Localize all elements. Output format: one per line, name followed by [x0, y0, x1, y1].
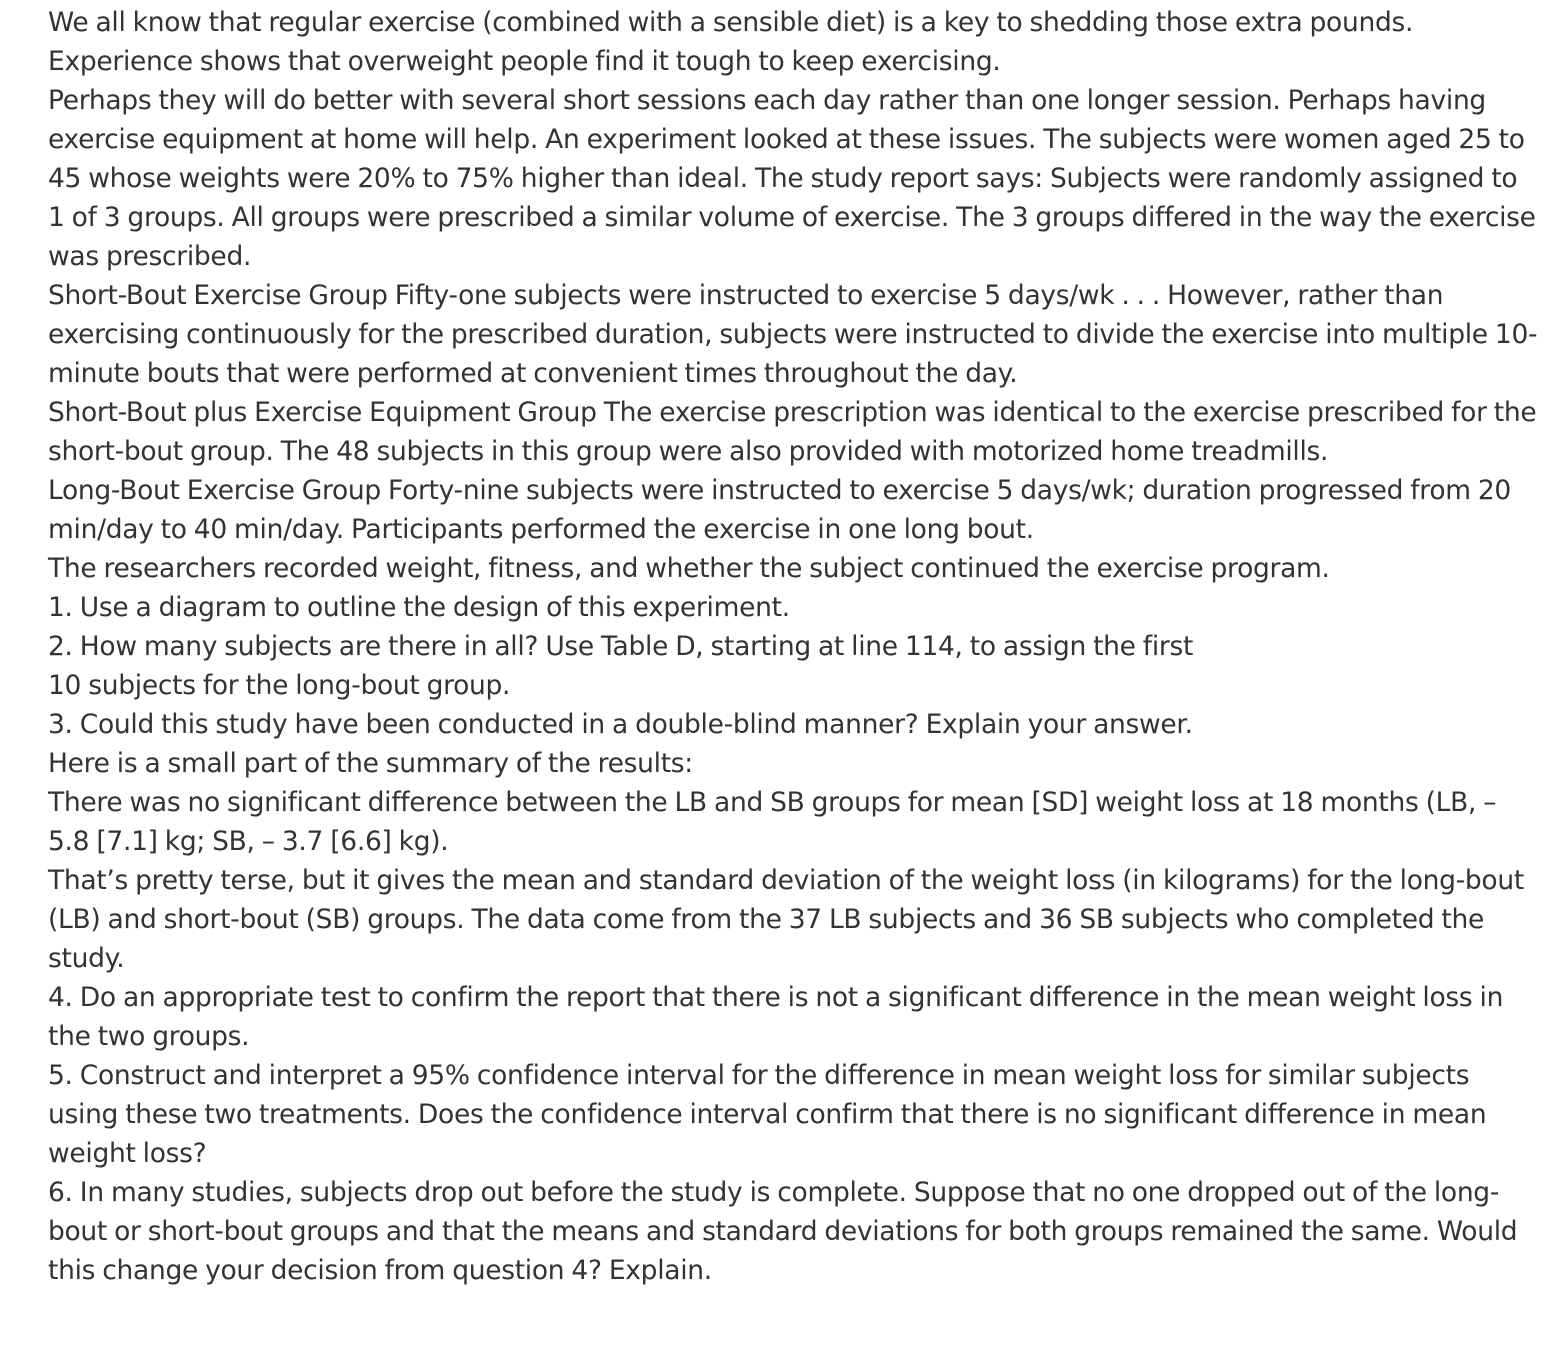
short-bout-equipment-group: Short-Bout plus Exercise Equipment Group The exercise prescription was identical to the exercise prescribed for the short-bout group. The 48 subjects in this group were also provided with motorized home treadmills. — [48, 397, 1537, 467]
problem-text — [48, 3, 1538, 1290]
question-3: 3. Could this study have been conducted in a double-blind manner? Explain your answer. — [48, 709, 1193, 740]
study-description: Perhaps they will do better with several short sessions each day rather than one longer session. Perhaps having exercise equipment at home will help. An experiment looked at these issues. The subjects were women aged 25 to 45 whose weights were 20% to 75% higher than ideal. The study report says: Subjects were randomly assigned to 1 of 3 groups. All groups were prescribed a similar volume of exercise. The 3 groups differed in the way the exercise was prescribed. — [48, 85, 1536, 272]
results-intro: Here is a small part of the summary of the results: — [48, 748, 693, 779]
results-explanation: That’s pretty terse, but it gives the mean and standard deviation of the weight loss (in kilograms) for the long-bout (LB) and short-bout (SB) groups. The data come from the 37 LB subjects and 36 SB subjects who completed the study. — [48, 865, 1524, 974]
question-4: 4. Do an appropriate test to confirm the report that there is not a significant difference in the mean weight loss in the two groups. — [48, 982, 1504, 1052]
question-2-line-1: 2. How many subjects are there in all? Use Table D, starting at line 114, to assign the first — [48, 631, 1194, 662]
long-bout-group: Long-Bout Exercise Group Forty-nine subjects were instructed to exercise 5 days/wk; duration progressed from 20 min/day to 40 min/day. Participants performed the exercise in one long bout. — [48, 475, 1511, 545]
question-1: 1. Use a diagram to outline the design of this experiment. — [48, 592, 790, 623]
short-bout-group: Short-Bout Exercise Group Fifty-one subjects were instructed to exercise 5 days/wk . . . However, rather than exercising continuously for the prescribed duration, subjects were instructed to divide the exercise into multiple 10-minute bouts that were performed at convenient times throughout the day. — [48, 280, 1538, 389]
question-5: 5. Construct and interpret a 95% confidence interval for the difference in mean weight loss for similar subjects using these two treatments. Does the confidence interval confirm that there is no significant difference in mean weight loss? — [48, 1060, 1487, 1169]
recorded-measures: The researchers recorded weight, fitness, and whether the subject continued the exercise program. — [48, 553, 1330, 584]
question-6: 6. In many studies, subjects drop out before the study is complete. Suppose that no one dropped out of the long-bout or short-bout groups and that the means and standard deviations for both groups remained the same. Would this change your decision from question 4? Explain. — [48, 1177, 1518, 1286]
question-2-line-2: 10 subjects for the long-bout group. — [48, 670, 511, 701]
results-summary: There was no significant difference between the LB and SB groups for mean [SD] weight loss at 18 months (LB, – 5.8 [7.1] kg; SB, – 3.7 [6.6] kg). — [48, 787, 1497, 857]
intro-paragraph: We all know that regular exercise (combined with a sensible diet) is a key to shedding those extra pounds. Experience shows that overweight people find it tough to keep exercising. — [48, 7, 1414, 77]
